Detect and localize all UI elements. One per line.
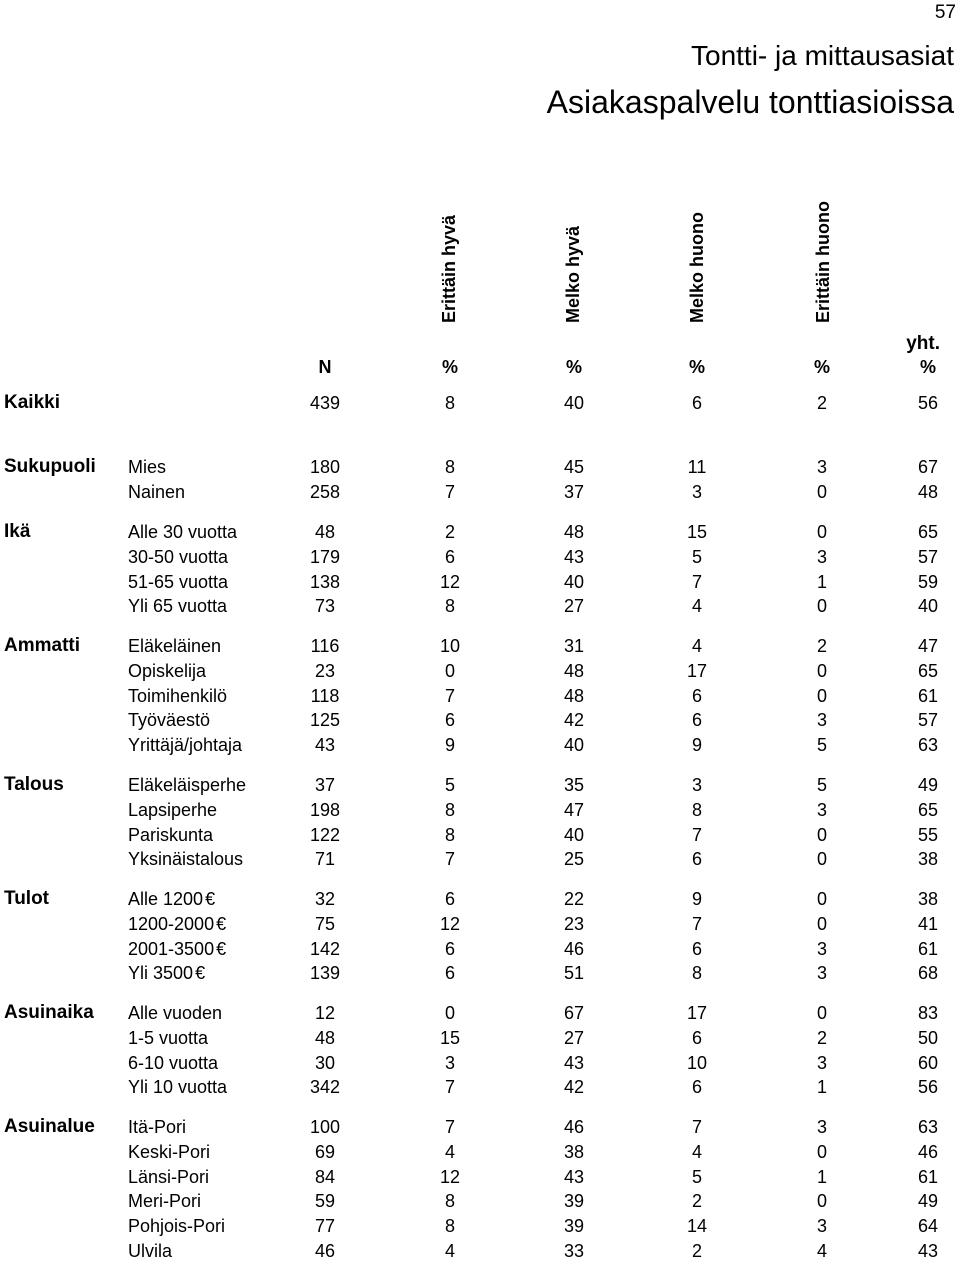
total-row — [0, 391, 960, 415]
cell-n: 122 — [309, 825, 341, 845]
cell-percent: 48 — [917, 482, 939, 502]
table-row — [0, 1051, 960, 1075]
row-label: Länsi-Pori — [128, 1167, 210, 1187]
cell-n: 125 — [309, 710, 341, 730]
group-label: Ammatti — [4, 635, 81, 656]
cell-n: 59 — [314, 1191, 336, 1211]
cell-percent: 5 — [444, 775, 456, 795]
cell-percent: 2 — [691, 1241, 703, 1261]
table-row — [0, 1189, 960, 1213]
cell-percent: 7 — [444, 686, 456, 706]
group-label: Talous — [4, 774, 64, 795]
cell-n: 198 — [309, 800, 341, 820]
cell-percent: 48 — [563, 686, 585, 706]
cell-percent: 51 — [563, 963, 585, 983]
table-row — [0, 1214, 960, 1238]
cell-n: 138 — [309, 572, 341, 592]
cell-percent: 0 — [816, 522, 828, 542]
cell-percent: 40 — [917, 596, 939, 616]
group-label: Tulot — [4, 888, 50, 909]
table-row — [0, 1140, 960, 1164]
cell-percent: 43 — [563, 547, 585, 567]
row-label: Mies — [128, 457, 167, 477]
cell-n: 118 — [310, 686, 340, 706]
cell-percent: 48 — [563, 661, 585, 681]
cell-n: 48 — [314, 522, 336, 542]
table-row — [0, 937, 960, 961]
cell-percent: 38 — [917, 849, 939, 869]
cell-n: 84 — [314, 1167, 336, 1187]
row-label: Työväestö — [128, 710, 211, 730]
cell-n: 77 — [314, 1216, 336, 1236]
table-row — [0, 545, 960, 569]
cell-percent: 40 — [563, 572, 585, 592]
cell-percent: 67 — [563, 1003, 585, 1023]
cell-percent: 3 — [816, 547, 828, 567]
row-label: Pariskunta — [128, 825, 214, 845]
row-label: Yli 3500 € — [128, 963, 206, 983]
cell-percent: 5 — [691, 547, 703, 567]
cell-percent: 7 — [444, 1077, 456, 1097]
page-number: 57 — [934, 2, 956, 23]
euro-symbol: € — [216, 939, 227, 959]
cell-percent: 56 — [917, 1077, 939, 1097]
cell-percent: 12 — [439, 914, 461, 934]
cell-percent: 3 — [816, 1216, 828, 1236]
cell-percent: 61 — [917, 686, 939, 706]
table-row — [0, 594, 960, 618]
row-label: Alle vuoden — [128, 1003, 223, 1023]
cell-percent: 42 — [563, 1077, 585, 1097]
cell-percent: 57 — [917, 547, 939, 567]
table-row — [0, 1026, 960, 1050]
cell-percent: 6 — [691, 1077, 703, 1097]
cell-percent: 7 — [444, 849, 456, 869]
cell-percent: 1 — [816, 572, 828, 592]
cell-percent: 4 — [444, 1241, 456, 1261]
cell-percent: 8 — [444, 393, 456, 413]
cell-n: 179 — [309, 547, 341, 567]
cell-percent: 67 — [917, 457, 939, 477]
cell-n: 23 — [314, 661, 336, 681]
header-units-row — [0, 355, 960, 379]
group-label: Ikä — [4, 521, 31, 542]
cell-percent: 5 — [691, 1167, 703, 1187]
cell-n: 258 — [309, 482, 341, 502]
cell-percent: 1 — [816, 1077, 828, 1097]
cell-percent: 9 — [444, 735, 456, 755]
column-label-erittain-hyva: Erittäin hyvä — [439, 214, 459, 323]
cell-percent: 49 — [917, 1191, 939, 1211]
table-row — [0, 1001, 960, 1025]
cell-n: 37 — [314, 775, 336, 795]
cell-percent: 2 — [444, 522, 456, 542]
row-label: 30-50 vuotta — [128, 547, 229, 567]
column-label-erittain-huono: Erittäin huono — [813, 201, 833, 323]
cell-percent: 8 — [444, 457, 456, 477]
group-label: Sukupuoli — [4, 456, 96, 477]
euro-symbol: € — [205, 889, 216, 909]
row-label: Keski-Pori — [128, 1142, 211, 1162]
cell-percent: 65 — [917, 522, 939, 542]
row-label: Lapsiperhe — [128, 800, 218, 820]
cell-percent: 40 — [563, 393, 585, 413]
row-label: 1200-2000 € — [128, 914, 227, 934]
cell-percent: 47 — [563, 800, 585, 820]
cell-n: 100 — [309, 1117, 341, 1137]
table-row — [0, 455, 960, 479]
cell-percent: 6 — [691, 686, 703, 706]
cell-percent: % — [688, 357, 706, 377]
cell-percent: 10 — [686, 1053, 708, 1073]
euro-symbol: € — [216, 914, 227, 934]
cell-n: 46 — [314, 1241, 336, 1261]
group-label: Asuinalue — [4, 1116, 95, 1137]
table-row — [0, 634, 960, 658]
table-row — [0, 480, 960, 504]
cell-n: 12 — [314, 1003, 336, 1023]
cell-percent: 56 — [917, 393, 939, 413]
cell-percent: 8 — [691, 800, 703, 820]
page-subtitle: Asiakaspalvelu tonttiasioissa — [546, 84, 954, 120]
cell-percent: 4 — [691, 596, 703, 616]
cell-percent: 1 — [816, 1167, 828, 1187]
cell-percent: 27 — [563, 596, 585, 616]
cell-percent: 3 — [816, 800, 828, 820]
row-label: Yrittäjä/johtaja — [128, 735, 243, 755]
cell-percent: % — [565, 357, 583, 377]
cell-percent: 10 — [439, 636, 461, 656]
cell-percent: 48 — [563, 522, 585, 542]
cell-n: 71 — [314, 849, 336, 869]
cell-percent: 6 — [444, 547, 456, 567]
cell-percent: 61 — [917, 1167, 939, 1187]
table-row — [0, 912, 960, 936]
cell-percent: 0 — [816, 661, 828, 681]
table-row — [0, 798, 960, 822]
cell-percent: 41 — [917, 914, 939, 934]
cell-percent: 64 — [917, 1216, 939, 1236]
row-label: Alle 30 vuotta — [128, 522, 238, 542]
cell-percent: 3 — [816, 1053, 828, 1073]
cell-percent: 12 — [439, 572, 461, 592]
table-row — [0, 708, 960, 732]
row-label: 1-5 vuotta — [128, 1028, 209, 1048]
row-label: Nainen — [128, 482, 186, 502]
table-row — [0, 684, 960, 708]
cell-percent: 39 — [563, 1191, 585, 1211]
cell-percent: 3 — [816, 963, 828, 983]
table-row — [0, 570, 960, 594]
table-row — [0, 961, 960, 985]
cell-percent: 9 — [691, 735, 703, 755]
cell-n: 30 — [314, 1053, 336, 1073]
cell-percent: 9 — [691, 889, 703, 909]
row-label: Opiskelija — [128, 661, 207, 681]
cell-n: 48 — [314, 1028, 336, 1048]
table-row — [0, 659, 960, 683]
cell-percent: 17 — [686, 661, 708, 681]
row-label: Pohjois-Pori — [128, 1216, 226, 1236]
cell-percent: 6 — [444, 963, 456, 983]
cell-percent: 2 — [691, 1191, 703, 1211]
row-label: Eläkeläinen — [128, 636, 222, 656]
cell-percent: 6 — [444, 710, 456, 730]
cell-percent: 23 — [563, 914, 585, 934]
cell-percent: 46 — [563, 1117, 585, 1137]
table-row — [0, 1239, 960, 1263]
row-label: Yli 65 vuotta — [128, 596, 228, 616]
cell-percent: 38 — [563, 1142, 585, 1162]
cell-n: 139 — [309, 963, 341, 983]
cell-percent: 0 — [816, 914, 828, 934]
cell-percent: 6 — [691, 939, 703, 959]
page-title: Tontti- ja mittausasiat — [691, 40, 954, 71]
column-label-melko-huono: Melko huono — [687, 212, 707, 323]
row-label: Meri-Pori — [128, 1191, 202, 1211]
cell-percent: 55 — [917, 825, 939, 845]
cell-percent: 61 — [917, 939, 939, 959]
row-label: Eläkeläisperhe — [128, 775, 247, 795]
cell-percent: 8 — [691, 963, 703, 983]
cell-percent: 7 — [691, 825, 703, 845]
cell-percent: 4 — [444, 1142, 456, 1162]
cell-percent: 0 — [816, 686, 828, 706]
cell-percent: 3 — [816, 939, 828, 959]
cell-percent: 46 — [917, 1142, 939, 1162]
cell-percent: 3 — [691, 482, 703, 502]
cell-percent: 6 — [444, 939, 456, 959]
cell-percent: 6 — [444, 889, 456, 909]
cell-percent: 2 — [816, 636, 828, 656]
cell-percent: 37 — [563, 482, 585, 502]
cell-percent: 0 — [816, 825, 828, 845]
table-row — [0, 847, 960, 871]
cell-percent: 6 — [691, 710, 703, 730]
cell-percent: 7 — [691, 572, 703, 592]
table-row — [0, 1075, 960, 1099]
cell-percent: 8 — [444, 596, 456, 616]
cell-n: 342 — [309, 1077, 341, 1097]
cell-percent: 6 — [691, 393, 703, 413]
euro-symbol: € — [195, 963, 206, 983]
cell-percent: 8 — [444, 1191, 456, 1211]
cell-percent: 33 — [563, 1241, 585, 1261]
cell-percent: 2 — [816, 393, 828, 413]
cell-percent: 46 — [563, 939, 585, 959]
cell-percent: 65 — [917, 800, 939, 820]
cell-percent: % — [919, 357, 937, 377]
cell-percent: 0 — [816, 1142, 828, 1162]
cell-n: 43 — [314, 735, 336, 755]
cell-percent: 0 — [444, 1003, 456, 1023]
cell-percent: 40 — [563, 825, 585, 845]
cell-percent: 43 — [917, 1241, 939, 1261]
cell-percent: 0 — [816, 1191, 828, 1211]
total-row-label: Kaikki — [4, 392, 60, 413]
cell-percent: 6 — [691, 1028, 703, 1048]
cell-percent: 47 — [917, 636, 939, 656]
cell-n: N — [318, 357, 332, 377]
cell-percent: 49 — [917, 775, 939, 795]
cell-percent: 42 — [563, 710, 585, 730]
cell-percent: 3 — [816, 1117, 828, 1137]
cell-percent: 5 — [816, 775, 828, 795]
cell-percent: 0 — [816, 849, 828, 869]
row-label: 2001-3500 € — [128, 939, 227, 959]
cell-n: 180 — [309, 457, 341, 477]
cell-percent: % — [813, 357, 831, 377]
cell-percent: 27 — [563, 1028, 585, 1048]
cell-percent: 2 — [816, 1028, 828, 1048]
row-label: 6-10 vuotta — [128, 1053, 219, 1073]
cell-percent: 0 — [816, 889, 828, 909]
cell-percent: 50 — [917, 1028, 939, 1048]
cell-n: 69 — [314, 1142, 336, 1162]
cell-n: 142 — [309, 939, 341, 959]
row-label: Alle 1200 € — [128, 889, 216, 909]
cell-percent: 65 — [917, 661, 939, 681]
table-row — [0, 773, 960, 797]
cell-percent: 83 — [917, 1003, 939, 1023]
cell-percent: 22 — [563, 889, 585, 909]
cell-percent: 63 — [917, 735, 939, 755]
cell-percent: 35 — [563, 775, 585, 795]
cell-percent: 63 — [917, 1117, 939, 1137]
cell-percent: 7 — [691, 914, 703, 934]
cell-percent: 12 — [439, 1167, 461, 1187]
cell-percent: 43 — [563, 1053, 585, 1073]
cell-percent: 59 — [917, 572, 939, 592]
table-row — [0, 733, 960, 757]
cell-percent: 31 — [563, 636, 585, 656]
cell-percent: 4 — [816, 1241, 828, 1261]
cell-percent: 25 — [563, 849, 585, 869]
cell-percent: 3 — [816, 710, 828, 730]
cell-percent: 68 — [917, 963, 939, 983]
cell-percent: 4 — [691, 636, 703, 656]
cell-percent: 14 — [686, 1216, 708, 1236]
cell-n: 75 — [314, 914, 336, 934]
cell-percent: 15 — [439, 1028, 461, 1048]
cell-percent: 8 — [444, 1216, 456, 1236]
column-label-melko-hyva: Melko hyvä — [563, 225, 583, 323]
row-label: Yksinäistalous — [128, 849, 244, 869]
cell-percent: 11 — [687, 457, 707, 477]
row-label: 51-65 vuotta — [128, 572, 229, 592]
cell-n: 73 — [314, 596, 336, 616]
cell-percent: 0 — [816, 596, 828, 616]
group-label: Asuinaika — [4, 1002, 94, 1023]
row-label: Itä-Pori — [128, 1117, 187, 1137]
table-row — [0, 887, 960, 911]
cell-percent: 39 — [563, 1216, 585, 1236]
table-row — [0, 823, 960, 847]
cell-percent: 6 — [691, 849, 703, 869]
cell-percent: 17 — [686, 1003, 708, 1023]
cell-percent: 15 — [686, 522, 708, 542]
cell-percent: 8 — [444, 825, 456, 845]
cell-percent: 38 — [917, 889, 939, 909]
cell-percent: 0 — [816, 1003, 828, 1023]
cell-percent: % — [441, 357, 459, 377]
table-row — [0, 520, 960, 544]
cell-percent: 5 — [816, 735, 828, 755]
cell-n: 32 — [314, 889, 336, 909]
table-row — [0, 1165, 960, 1189]
cell-percent: 4 — [691, 1142, 703, 1162]
cell-percent: 60 — [917, 1053, 939, 1073]
cell-percent: 3 — [816, 457, 828, 477]
cell-percent: 43 — [563, 1167, 585, 1187]
cell-n: 439 — [309, 393, 341, 413]
table-row — [0, 1115, 960, 1139]
cell-percent: 0 — [444, 661, 456, 681]
cell-percent: 57 — [917, 710, 939, 730]
row-label: Toimihenkilö — [128, 686, 228, 706]
cell-percent: 7 — [444, 1117, 456, 1137]
row-label: Yli 10 vuotta — [128, 1077, 228, 1097]
yht-label: yht. — [906, 333, 940, 354]
cell-percent: 3 — [444, 1053, 456, 1073]
cell-percent: 40 — [563, 735, 585, 755]
cell-percent: 7 — [691, 1117, 703, 1137]
cell-percent: 3 — [691, 775, 703, 795]
cell-percent: 0 — [816, 482, 828, 502]
cell-percent: 7 — [444, 482, 456, 502]
row-label: Ulvila — [128, 1241, 173, 1261]
cell-n: 116 — [310, 636, 340, 656]
cell-percent: 8 — [444, 800, 456, 820]
cell-percent: 45 — [563, 457, 585, 477]
